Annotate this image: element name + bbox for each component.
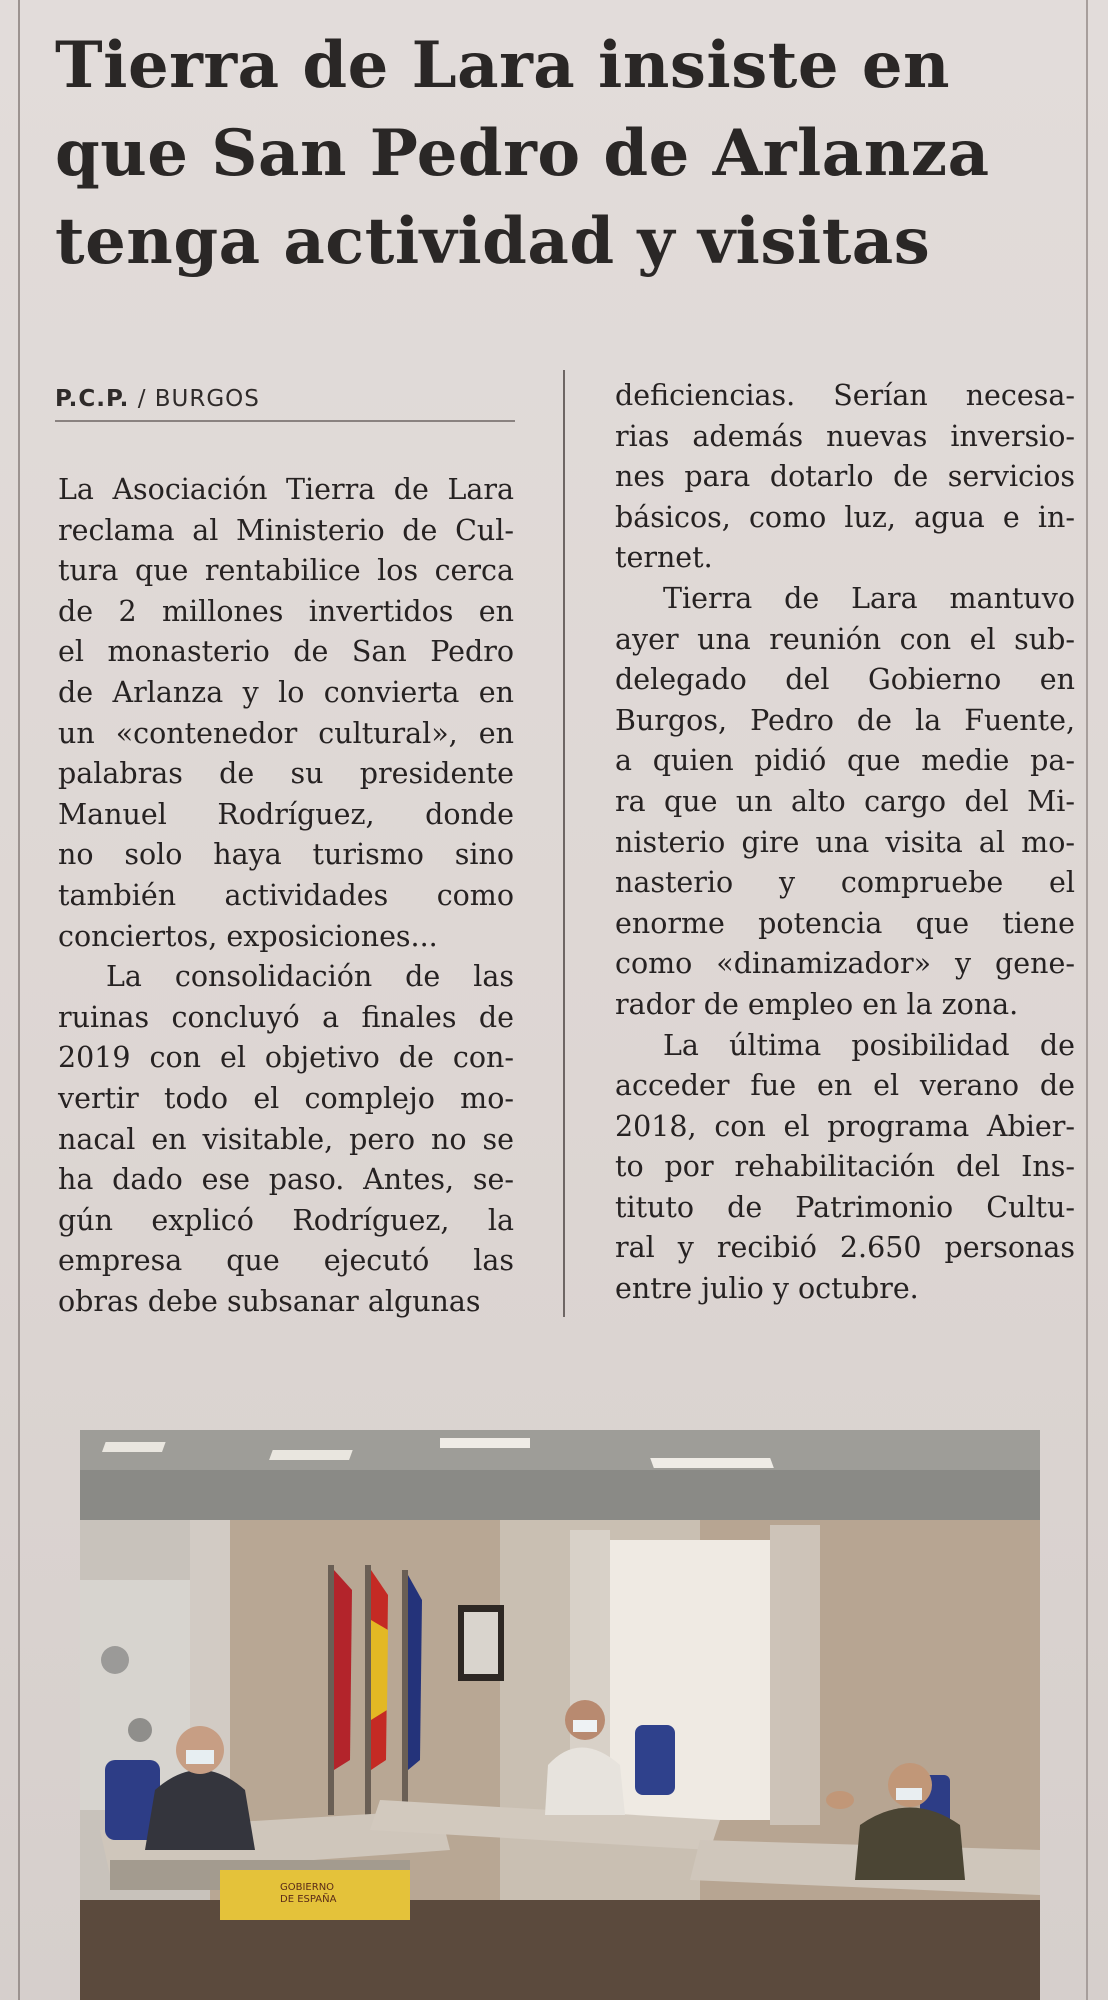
article-line: to por rehabilitación del Ins- <box>615 1150 1075 1184</box>
article-line: acceder fue en el verano de <box>615 1069 1075 1103</box>
article-column-left <box>58 470 514 1322</box>
article-line: tura que rentabilice los cerca <box>58 554 514 588</box>
article-line: La consolidación de las <box>106 960 514 994</box>
article-line: rias además nuevas inversio- <box>615 419 1075 453</box>
article-paragraph <box>615 579 1075 1026</box>
page-edge-rule <box>18 0 20 2000</box>
article-line: a quien pidió que medie pa- <box>615 744 1075 778</box>
article-line: deficiencias. Serían necesa- <box>615 379 1075 412</box>
article-line: nasterio y compruebe el <box>615 866 1075 900</box>
byline <box>55 386 515 422</box>
news-photo <box>80 1430 1040 2000</box>
column-divider <box>563 370 565 1317</box>
article-line: el monasterio de San Pedro <box>58 635 514 669</box>
photo-sign-line-2: DE ESPAÑA <box>280 1894 337 1905</box>
article-line: enorme potencia que tiene <box>615 906 1075 940</box>
article-paragraph <box>58 957 514 1322</box>
article-line: ternet. <box>615 541 713 575</box>
article-line: La Asociación Tierra de Lara <box>58 473 514 506</box>
page-edge-rule-right <box>1086 0 1088 2000</box>
article-line: de 2 millones invertidos en <box>58 594 514 628</box>
article-line: ral y recibió 2.650 personas <box>615 1231 1075 1265</box>
article-line: conciertos, exposiciones... <box>58 919 438 953</box>
article-line: 2018, con el programa Abier- <box>615 1109 1075 1143</box>
meeting-room-photo <box>80 1430 1040 2000</box>
article-line: entre julio y octubre. <box>615 1272 919 1306</box>
article-line: básicos, como luz, agua e in- <box>615 500 1075 534</box>
article-line: ruinas concluyó a finales de <box>58 1000 514 1034</box>
photo-sign-line-1: GOBIERNO <box>280 1882 335 1893</box>
article-line: nes para dotarlo de servicios <box>615 460 1075 494</box>
article-line: ha dado ese paso. Antes, se- <box>58 1163 514 1197</box>
article-line: empresa que ejecutó las <box>58 1244 514 1278</box>
article-paragraph <box>615 376 1075 579</box>
article-line: Tierra de Lara mantuvo <box>663 581 1075 615</box>
article-line: también actividades como <box>58 878 514 912</box>
byline-author: P.C.P. <box>55 386 130 412</box>
article-line: nacal en visitable, pero no se <box>58 1122 514 1156</box>
article-line: Burgos, Pedro de la Fuente, <box>615 703 1075 737</box>
article-line: rador de empleo en la zona. <box>615 987 1019 1021</box>
byline-place: / BURGOS <box>137 386 260 412</box>
article-line: 2019 con el objetivo de con- <box>58 1041 514 1075</box>
article-paragraph <box>615 1026 1075 1310</box>
article-line: reclama al Ministerio de Cul- <box>58 513 514 547</box>
article-line: delegado del Gobierno en <box>615 663 1075 697</box>
article-line: gún explicó Rodríguez, la <box>58 1203 514 1237</box>
article-line: no solo haya turismo sino <box>58 838 514 872</box>
article-line: como «dinamizador» y gene- <box>615 947 1075 981</box>
article-line: un «contenedor cultural», en <box>58 716 514 750</box>
article-line: vertir todo el complejo mo- <box>58 1081 514 1115</box>
article-line: palabras de su presidente <box>58 757 514 791</box>
article-line: ra que un alto cargo del Mi- <box>615 784 1075 818</box>
article-line: La última posibilidad de <box>663 1028 1075 1062</box>
article-line: de Arlanza y lo convierta en <box>58 675 514 709</box>
article-line: obras debe subsanar algunas <box>58 1284 481 1318</box>
article-line: tituto de Patrimonio Cultu- <box>615 1190 1075 1224</box>
article-column-right <box>615 376 1075 1310</box>
article-line: nisterio gire una visita al mo- <box>615 825 1075 859</box>
article-line: Manuel Rodríguez, donde <box>58 797 514 831</box>
headline: Tierra de Lara insiste en que San Pedro de Arlanza tenga actividad y visitas <box>55 28 990 279</box>
article-paragraph <box>58 470 514 957</box>
article-line: ayer una reunión con el sub- <box>615 622 1075 656</box>
